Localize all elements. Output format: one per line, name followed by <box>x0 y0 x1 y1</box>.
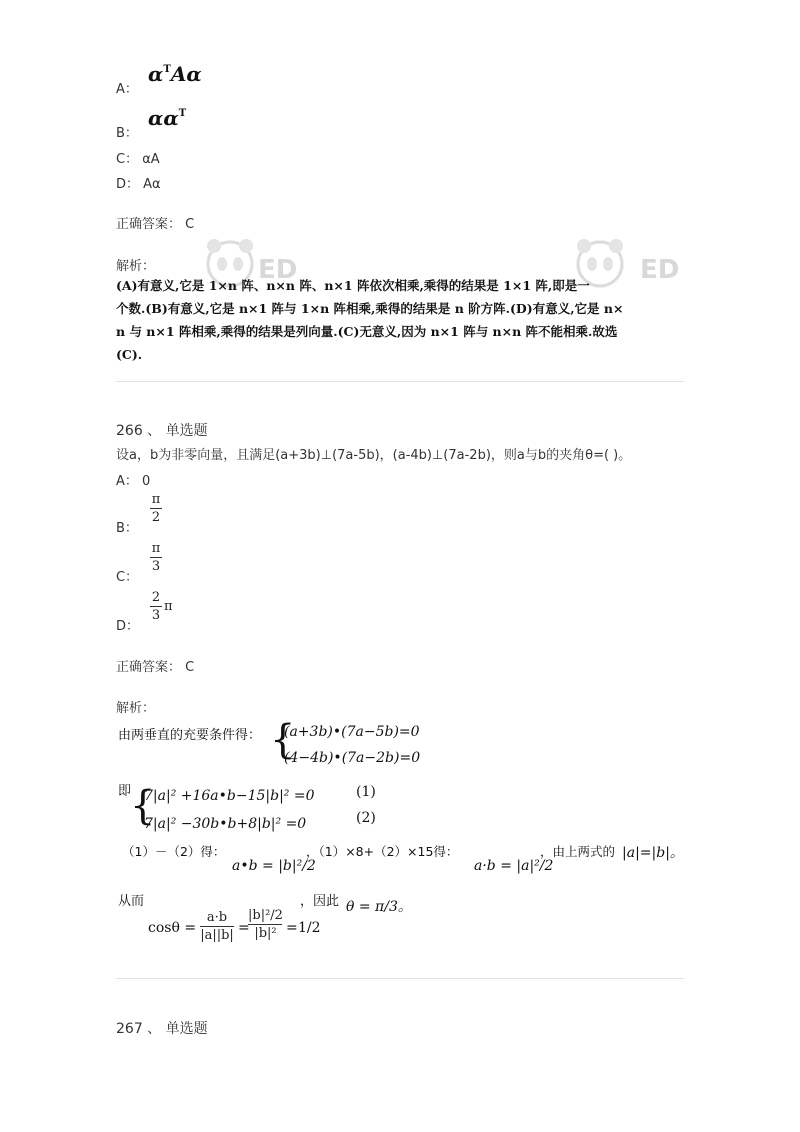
equals-sign: = <box>238 920 250 936</box>
q266-sol-eq2: (4−4b)•(7a−2b)=0 <box>284 750 421 766</box>
q266-sol-res3: |a|=|b|。 <box>622 845 684 861</box>
q266-option-b-label: B： <box>116 521 138 536</box>
q266-option-b-num: π <box>151 492 161 507</box>
q266-sol-res2: a·b = |a|²/2 <box>474 858 554 874</box>
q265-option-a-sup: T <box>163 64 171 75</box>
fraction-bar <box>150 557 162 558</box>
q265-option-d: D： Aα <box>116 177 161 192</box>
q265-option-b-formula <box>148 106 186 130</box>
q266-option-c-fraction <box>150 541 162 574</box>
q266-sol-cos-frac2-num: |b|²/2 <box>248 908 283 923</box>
q265-option-b-sup: T <box>178 108 187 119</box>
q266-sol-tag2: (2) <box>356 810 376 826</box>
q266-option-c-den: 3 <box>151 559 161 574</box>
q266-option-d-pi: π <box>164 599 173 614</box>
q266-sol-step2: ，（1）×8+（2）×15得： <box>306 844 459 859</box>
q266-sol-cos-lhs: cosθ = <box>148 920 197 936</box>
q265-analysis-line-4: (C). <box>116 347 143 362</box>
q266-sol-yinci: ，因此 <box>300 894 340 909</box>
q266-option-d-fraction <box>150 590 162 623</box>
q266-stem: 设a，b为非零向量，且满足(a+3b)⊥(7a-5b)，(a-4b)⊥(7a-2b)，则a与b的夹角θ=( )。 <box>116 448 632 463</box>
fraction-bar <box>200 926 234 927</box>
q266-option-c-label: C： <box>116 570 139 585</box>
q265-analysis-label: 解析： <box>116 259 156 274</box>
q265-option-a-alpha: α <box>148 62 164 86</box>
q266-sol-eq3: 7|a|² +16a•b−15|b|² =0 <box>144 788 315 804</box>
q266-option-d-num: 2 <box>151 590 161 605</box>
q266-sol-cos-frac1 <box>200 910 234 943</box>
q266-sol-cos-frac1-num: a·b <box>206 910 228 925</box>
q266-option-c-num: π <box>151 541 161 556</box>
q266-sol-tag1: (1) <box>356 784 376 800</box>
q266-sol-cos-frac2 <box>248 908 283 941</box>
q266-option-d-den: 3 <box>151 608 161 623</box>
q266-sol-step1: （1）－（2）得： <box>122 844 226 859</box>
q266-option-d-formula <box>150 590 173 623</box>
q266-option-b-den: 2 <box>151 510 161 525</box>
q266-option-d-label: D： <box>116 619 140 634</box>
q266-header: 266 、 单选题 <box>116 423 208 439</box>
watermark-text-2: ED <box>640 255 680 285</box>
q266-correct-answer: 正确答案： C <box>116 660 195 675</box>
q266-sol-intro: 由两垂直的充要条件得： <box>118 728 262 743</box>
q265-option-a-label: A： <box>116 82 138 97</box>
q266-sol-eq4: 7|a|² −30b•b+8|b|² =0 <box>144 816 307 832</box>
fraction-bar <box>248 924 282 925</box>
watermark-text: ED <box>258 255 298 285</box>
q266-sol-eq1: (a+3b)•(7a−5b)=0 <box>284 724 420 740</box>
q266-sol-step3: ，由上两式的 <box>540 844 616 859</box>
q265-option-c: C： αA <box>116 152 160 167</box>
q265-analysis-line-2: 个数.(B)有意义,它是 n×1 阵与 1×n 阵相乘,乘得的结果是 n 阶方阵.(D)有意义,它是 n× <box>116 301 624 316</box>
q265-option-a-tail: Aα <box>170 62 202 86</box>
q266-sol-congerr: 从而 <box>118 894 145 909</box>
brace: { <box>130 783 156 829</box>
q266-option-b-fraction <box>150 492 162 525</box>
q266-sol-theta: θ = π/3。 <box>346 899 412 915</box>
q265-option-a-formula <box>148 62 202 86</box>
divider <box>116 381 684 382</box>
q266-sol-cos-frac2-den: |b|² <box>254 926 277 941</box>
q266-option-a: A： 0 <box>116 474 151 489</box>
q266-sol-cos-result: 1/2 <box>298 920 321 936</box>
equals-sign: = <box>286 920 298 936</box>
q266-analysis-label: 解析： <box>116 701 156 716</box>
fraction-bar <box>150 606 162 607</box>
fraction-bar <box>150 508 162 509</box>
divider <box>116 978 684 979</box>
q265-analysis-body <box>116 274 686 366</box>
q265-option-b-alphas: αα <box>148 106 179 130</box>
brace: { <box>270 717 296 763</box>
q265-correct-answer: 正确答案： C <box>116 217 195 232</box>
q265-option-b-label: B： <box>116 126 138 141</box>
q266-sol-ji: 即 <box>118 784 132 799</box>
q265-analysis-line-1: (A)有意义,它是 1×n 阵、n×n 阵、n×1 阵依次相乘,乘得的结果是 1×1 阵,即是一 <box>116 278 590 293</box>
q266-sol-cos-frac1-den: |a||b| <box>200 928 234 943</box>
q265-analysis-line-3: n 与 n×1 阵相乘,乘得的结果是列向量.(C)无意义,因为 n×1 阵与 n×n 阵不能相乘.故选 <box>116 324 618 339</box>
q267-header: 267 、 单选题 <box>116 1021 208 1037</box>
q266-sol-res1: a•b = |b|²/2 <box>232 858 316 874</box>
